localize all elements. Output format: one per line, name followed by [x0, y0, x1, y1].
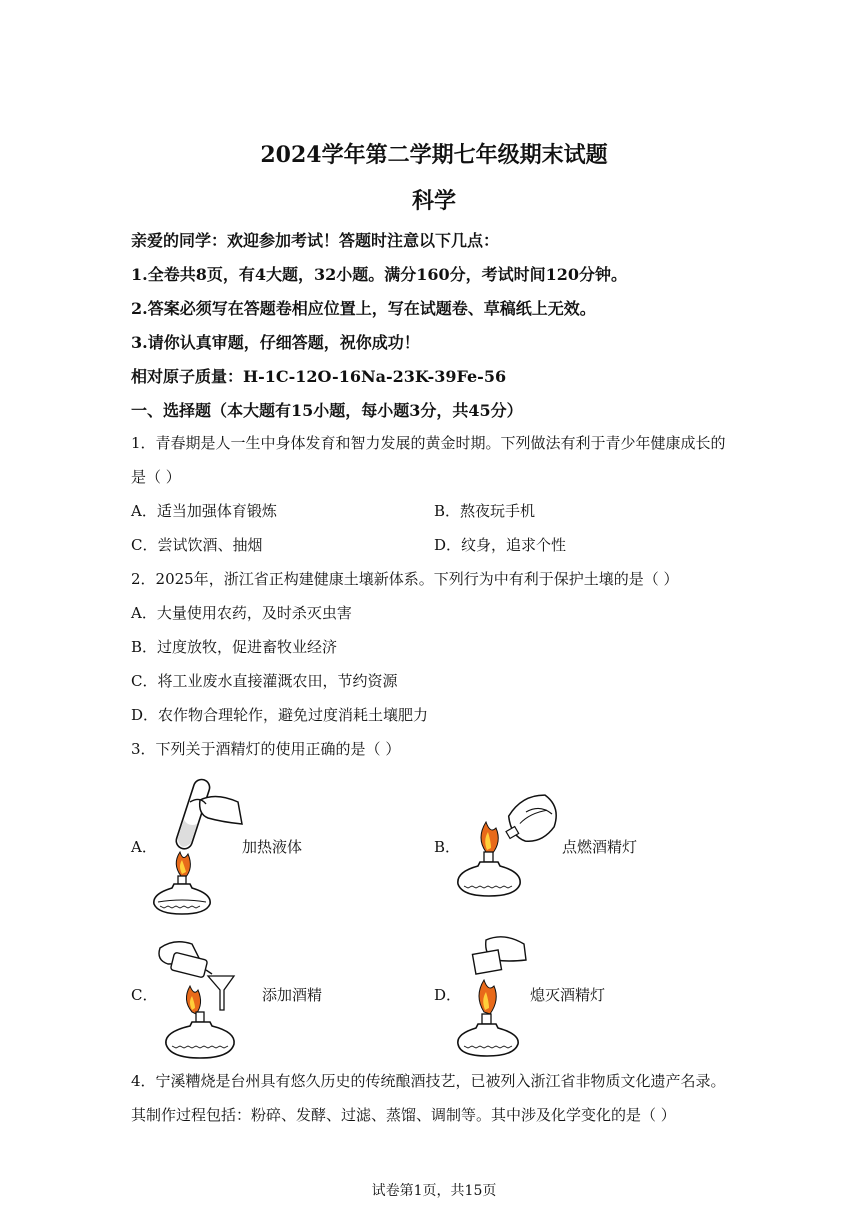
q1-stem-line2: 是（ ）: [131, 468, 181, 486]
extinguishing-lamp-illustration: [456, 930, 536, 1060]
page-footer: 试卷第1页，共15页: [371, 1183, 497, 1199]
q4-stem-line2: 其制作过程包括：粉碎、发酵、过滤、蒸馏、调制等。其中涉及化学变化的是（ ）: [131, 1106, 676, 1124]
lighting-lamp-illustration: [456, 786, 566, 901]
adding-alcohol-illustration: [152, 934, 252, 1064]
q3-stem: 3．下列关于酒精灯的使用正确的是（ ）: [131, 740, 401, 758]
heating-liquid-illustration: [150, 772, 245, 917]
exam-title: 2024学年第二学期七年级期末试题: [260, 142, 608, 168]
q1-stem-line1: 1．青春期是人一生中身体发育和智力发展的黄金时期。下列做法有利于青少年健康成长的: [131, 434, 726, 452]
instruction-rule-1: 1.全卷共8页，有4大题，32小题。满分160分，考试时间120分钟。: [131, 265, 628, 284]
q2-option-b: B．过度放牧，促进畜牧业经济: [131, 638, 338, 656]
q4-stem-line1: 4．宁溪糟烧是台州具有悠久历史的传统酿酒技艺，已被列入浙江省非物质文化遗产名录。: [131, 1072, 726, 1090]
atomic-mass-line: 相对原子质量：H-1C-12O-16Na-23K-39Fe-56: [131, 367, 507, 386]
subject-title: 科学: [411, 188, 456, 214]
instruction-rule-3: 3.请你认真审题，仔细答题，祝你成功！: [131, 333, 420, 352]
q2-stem: 2．2025年，浙江省正构建健康土壤新体系。下列行为中有利于保护土壤的是（ ）: [131, 570, 679, 588]
instruction-rule-2: 2.答案必须写在答题卷相应位置上，写在试题卷、草稿纸上无效。: [131, 299, 596, 318]
q3-option-a-letter: A．: [131, 838, 157, 856]
q3-option-c-letter: C．: [131, 986, 158, 1004]
q2-option-a: A．大量使用农药，及时杀灭虫害: [131, 604, 352, 622]
q3-option-b-letter: B．: [434, 838, 461, 856]
q2-option-c: C．将工业废水直接灌溉农田，节约资源: [131, 672, 398, 690]
q1-option-a: A．适当加强体育锻炼: [131, 502, 277, 520]
q3-option-b-label: 点燃酒精灯: [562, 838, 638, 856]
q3-option-c-label: 添加酒精: [262, 986, 323, 1004]
q1-option-c: C．尝试饮酒、抽烟: [131, 536, 263, 554]
q3-option-a-label: 加热液体: [242, 838, 303, 856]
q3-option-d-label: 熄灭酒精灯: [530, 986, 606, 1004]
q1-option-b: B．熬夜玩手机: [434, 502, 536, 520]
instructions-greeting: 亲爱的同学：欢迎参加考试！答题时注意以下几点：: [131, 231, 500, 250]
q2-option-d: D．农作物合理轮作，避免过度消耗土壤肥力: [131, 706, 429, 724]
section-heading: 一、选择题（本大题有15小题，每小题3分，共45分）: [131, 401, 523, 420]
q1-option-d: D．纹身，追求个性: [434, 536, 567, 554]
q3-option-d-letter: D．: [434, 986, 462, 1004]
